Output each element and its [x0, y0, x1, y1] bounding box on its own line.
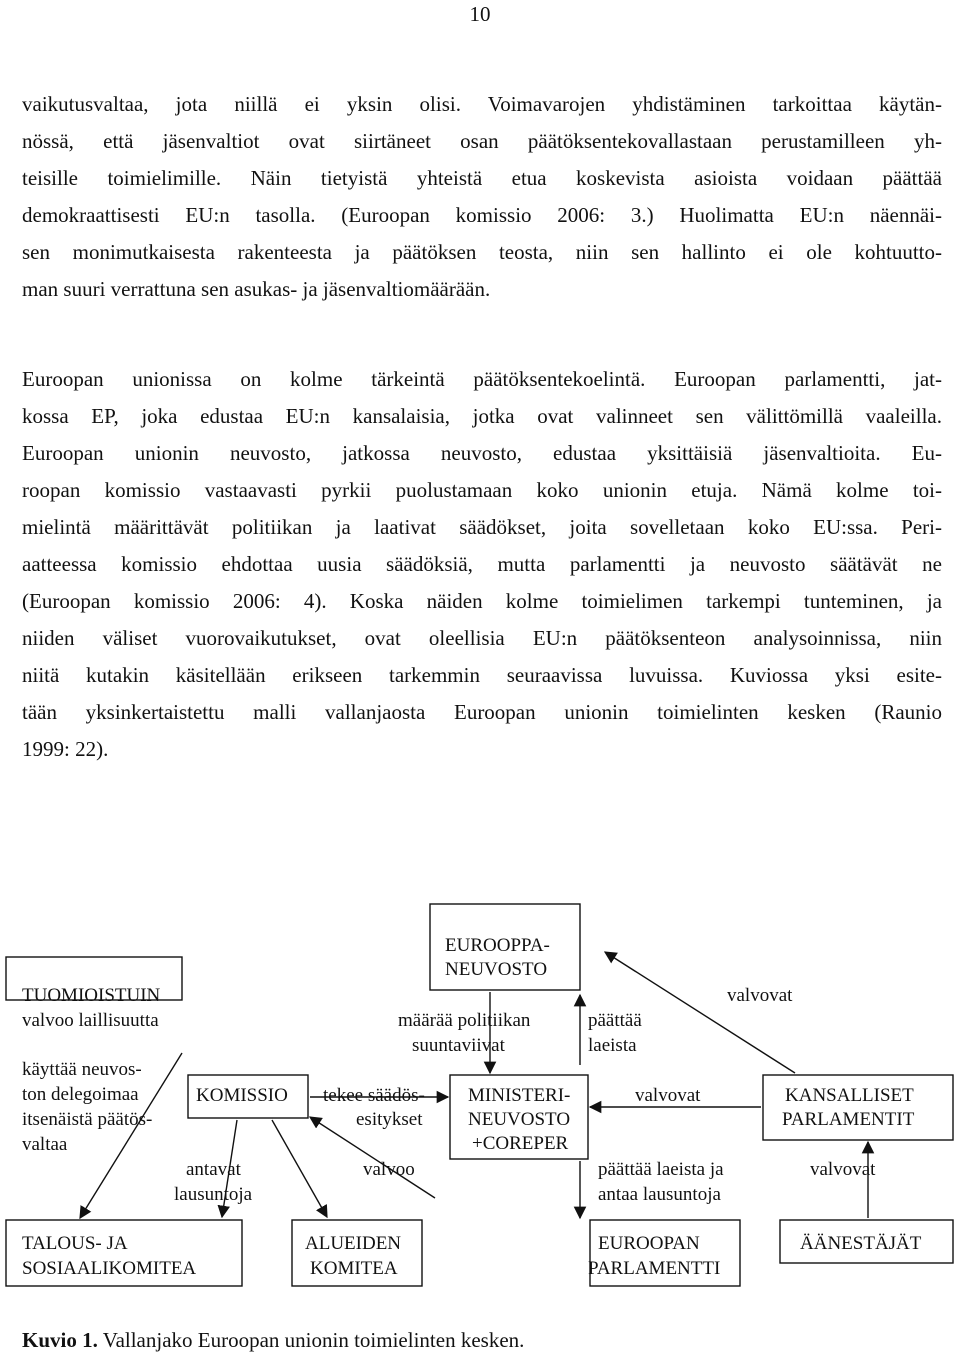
paragraph-line: roopan komissio vastaavasti pyrkii puolustamaan koko unionin etuja. Nämä kolme toi-: [22, 478, 942, 502]
kayttaa-label: ton delegoimaa: [22, 1084, 139, 1105]
paragraph-line: 1999: 22).: [22, 737, 109, 761]
power-division-diagram: [0, 895, 960, 1315]
paragraph-line: aatteessa komissio ehdottaa uusia säädöksiä, mutta parlamentti ja neuvosto säätävät ne: [22, 552, 942, 576]
ministerineuvosto-label: +COREPER: [472, 1133, 569, 1154]
caption-label: Kuvio 1.: [22, 1328, 98, 1352]
valvoo-laillisuutta-label: valvoo laillisuutta: [22, 1010, 159, 1031]
kayttaa-label: itsenäistä päätös-: [22, 1109, 153, 1130]
paragraph-line: (Euroopan komissio 2006: 4). Koska näiden kolme toimielimen tarkempi tunteminen, ja: [22, 589, 942, 613]
alueiden-label: KOMITEA: [310, 1258, 398, 1279]
talous-label: TALOUS- JA: [22, 1233, 128, 1254]
valvovat-label: valvovat: [810, 1159, 876, 1180]
paragraph-line: man suuri verrattuna sen asukas- ja jäsenvaltiomäärään.: [22, 277, 491, 301]
paattaa-laeista-label: antaa lausuntoja: [598, 1184, 721, 1205]
kayttaa-label: valtaa: [22, 1134, 68, 1155]
eurooppa-neuvosto-label: EUROOPPA-: [445, 935, 550, 956]
kayttaa-label: käyttää neuvos-: [22, 1059, 142, 1080]
kansalliset-parlamentit-label: PARLAMENTIT: [782, 1109, 915, 1130]
euroopan-parlamentti-label: EUROOPAN: [598, 1233, 700, 1254]
antavat-label: lausuntoja: [174, 1184, 253, 1205]
antavat-label: antavat: [186, 1159, 241, 1180]
paragraph-line: tään yksinkertaistettu malli vallanjaosta Euroopan unionin toimielinten kesken (Raunio: [22, 700, 942, 724]
valvoo-label: valvoo: [363, 1159, 415, 1180]
paragraph-line: niiden väliset vuorovaikutukset, ovat oleellisia EU:n päätöksenteon analysoinnissa, niin: [22, 626, 942, 650]
paragraph-line: kossa EP, joka edustaa EU:n kansalaisia, jotka ovat valinneet sen välittömillä vaaleilla.: [22, 404, 942, 428]
page-number: 10: [469, 2, 491, 26]
paragraph-line: nössä, että jäsenvaltiot ovat siirtäneet osan päätöksentekovallastaan perustamilleen yh-: [22, 129, 942, 153]
paragraph-line: mielintä määrittävät politiikan ja laativat säädökset, joita sovelletaan koko EU:ssa. Peri-: [22, 515, 942, 539]
ministerineuvosto-label: MINISTERI-: [468, 1085, 571, 1106]
paattaa-laeista-label: päättää laeista ja: [598, 1159, 724, 1180]
valvovat-label: valvovat: [727, 985, 793, 1006]
kansalliset-parlamentit-label: KANSALLISET: [785, 1085, 914, 1106]
paragraph-line: demokraattisesti EU:n tasolla. (Euroopan komissio 2006: 3.) Huolimatta EU:n näennäi-: [22, 203, 942, 227]
caption-text: Vallanjako Euroopan unionin toimielinten kesken.: [97, 1328, 525, 1352]
paragraph-line: Euroopan unionissa on kolme tärkeintä päätöksentekoelintä. Euroopan parlamentti, jat-: [22, 367, 942, 391]
figure-caption: [22, 1328, 524, 1353]
diagram-canvas: [0, 895, 960, 1315]
paragraph-line: niitä kutakin käsitellään erikseen tarkemmin seuraavissa luvuissa. Kuviossa yksi esite-: [22, 663, 942, 687]
valvovat-label: valvovat: [635, 1085, 701, 1106]
arrow-komissio-alueiden: [272, 1120, 327, 1217]
tuomioistuin-label: TUOMIOISTUIN: [22, 985, 161, 1006]
paattaa-label: päättää: [588, 1010, 642, 1031]
talous-label: SOSIAALIKOMITEA: [22, 1258, 197, 1279]
maaraa-label: suuntaviivat: [412, 1035, 505, 1056]
eurooppa-neuvosto-label: NEUVOSTO: [445, 959, 548, 980]
euroopan-parlamentti-label: PARLAMENTTI: [588, 1258, 721, 1279]
komissio-label: KOMISSIO: [196, 1085, 288, 1106]
tekee-label: tekee säädös-: [323, 1085, 425, 1106]
paragraph-line: vaikutusvaltaa, jota niillä ei yksin olisi. Voimavarojen yhdistäminen tarkoittaa käytän-: [22, 92, 942, 116]
maaraa-label: määrää politiikan: [398, 1010, 531, 1031]
paattaa-label: laeista: [588, 1035, 637, 1056]
alueiden-label: ALUEIDEN: [305, 1233, 402, 1254]
ministerineuvosto-label: NEUVOSTO: [468, 1109, 571, 1130]
paragraph-line: teisille toimielimille. Näin tietyistä yhteistä etua koskevista asioista voidaan päättää: [22, 166, 942, 190]
paragraph-line: sen monimutkaisesta rakenteesta ja päätöksen teosta, niin sen hallinto ei ole kohtuutto-: [22, 240, 942, 264]
paragraph-line: Euroopan unionin neuvosto, jatkossa neuvosto, edustaa yksittäisiä jäsenvaltioita. Eu-: [22, 441, 942, 465]
tekee-label: esitykset: [356, 1109, 423, 1130]
aanestajat-label: ÄÄNESTÄJÄT: [800, 1233, 922, 1254]
